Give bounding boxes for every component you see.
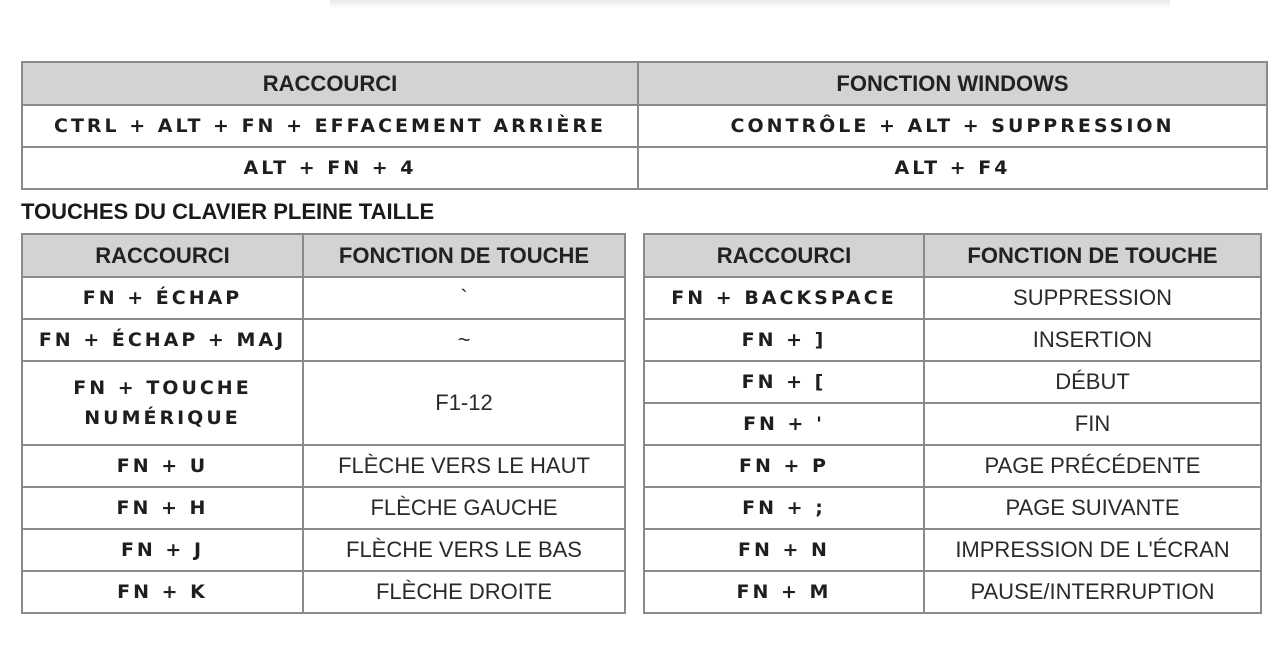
table-row bbox=[22, 105, 1267, 147]
shortcut-cell: FN + ' bbox=[644, 403, 924, 445]
function-cell: ` bbox=[303, 277, 625, 319]
shortcut-cell: FN + N bbox=[644, 529, 924, 571]
table-row bbox=[644, 445, 1261, 487]
table-header-row bbox=[22, 234, 625, 277]
function-cell: SUPPRESSION bbox=[924, 277, 1261, 319]
shortcut-cell: FN + P bbox=[644, 445, 924, 487]
function-cell: ALT + F4 bbox=[638, 147, 1267, 189]
shortcut-cell: FN + K bbox=[22, 571, 303, 613]
function-cell: FLÈCHE GAUCHE bbox=[303, 487, 625, 529]
shortcut-cell: FN + M bbox=[644, 571, 924, 613]
table-row bbox=[644, 277, 1261, 319]
column-header: RACCOURCI bbox=[22, 62, 638, 105]
shortcut-cell: CTRL + ALT + FN + EFFACEMENT ARRIÈRE bbox=[22, 105, 638, 147]
function-cell: DÉBUT bbox=[924, 361, 1261, 403]
table-header-row bbox=[644, 234, 1261, 277]
function-cell: FLÈCHE VERS LE BAS bbox=[303, 529, 625, 571]
column-header: FONCTION WINDOWS bbox=[638, 62, 1267, 105]
shortcut-cell: FN + BACKSPACE bbox=[644, 277, 924, 319]
table-row bbox=[22, 319, 625, 361]
column-header: RACCOURCI bbox=[22, 234, 303, 277]
column-header: FONCTION DE TOUCHE bbox=[924, 234, 1261, 277]
shortcut-cell: FN + ÉCHAP bbox=[22, 277, 303, 319]
full-size-keys-table-left bbox=[21, 233, 626, 614]
table-row bbox=[644, 529, 1261, 571]
table-row bbox=[22, 487, 625, 529]
table-row bbox=[644, 361, 1261, 403]
shortcut-cell: FN + U bbox=[22, 445, 303, 487]
shortcut-cell: ALT + FN + 4 bbox=[22, 147, 638, 189]
function-cell: FIN bbox=[924, 403, 1261, 445]
table-row bbox=[644, 319, 1261, 361]
shortcut-cell: FN + ÉCHAP + MAJ bbox=[22, 319, 303, 361]
section-heading: TOUCHES DU CLAVIER PLEINE TAILLE bbox=[21, 199, 435, 224]
function-cell: ~ bbox=[303, 319, 625, 361]
function-cell: F1-12 bbox=[303, 361, 625, 445]
function-cell: PAGE PRÉCÉDENTE bbox=[924, 445, 1261, 487]
function-cell: FLÈCHE VERS LE HAUT bbox=[303, 445, 625, 487]
scan-artifact bbox=[330, 0, 1170, 8]
shortcut-cell: FN + ] bbox=[644, 319, 924, 361]
full-size-keys-table-right bbox=[643, 233, 1262, 614]
table-row bbox=[22, 571, 625, 613]
table-row bbox=[22, 361, 625, 445]
shortcut-cell: FN + [ bbox=[644, 361, 924, 403]
shortcut-cell: FN + TOUCHE NUMÉRIQUE bbox=[22, 361, 303, 445]
table-row bbox=[644, 403, 1261, 445]
table-row bbox=[644, 487, 1261, 529]
windows-shortcuts-table bbox=[21, 61, 1268, 190]
table-row bbox=[22, 445, 625, 487]
function-cell: CONTRÔLE + ALT + SUPPRESSION bbox=[638, 105, 1267, 147]
table-row bbox=[644, 571, 1261, 613]
shortcut-cell: FN + H bbox=[22, 487, 303, 529]
shortcut-cell: FN + ; bbox=[644, 487, 924, 529]
function-cell: PAUSE/INTERRUPTION bbox=[924, 571, 1261, 613]
function-cell: PAGE SUIVANTE bbox=[924, 487, 1261, 529]
table-row bbox=[22, 529, 625, 571]
function-cell: FLÈCHE DROITE bbox=[303, 571, 625, 613]
column-header: RACCOURCI bbox=[644, 234, 924, 277]
shortcut-cell: FN + J bbox=[22, 529, 303, 571]
table-header-row bbox=[22, 62, 1267, 105]
column-header: FONCTION DE TOUCHE bbox=[303, 234, 625, 277]
function-cell: INSERTION bbox=[924, 319, 1261, 361]
table-row bbox=[22, 147, 1267, 189]
table-row bbox=[22, 277, 625, 319]
function-cell: IMPRESSION DE L'ÉCRAN bbox=[924, 529, 1261, 571]
